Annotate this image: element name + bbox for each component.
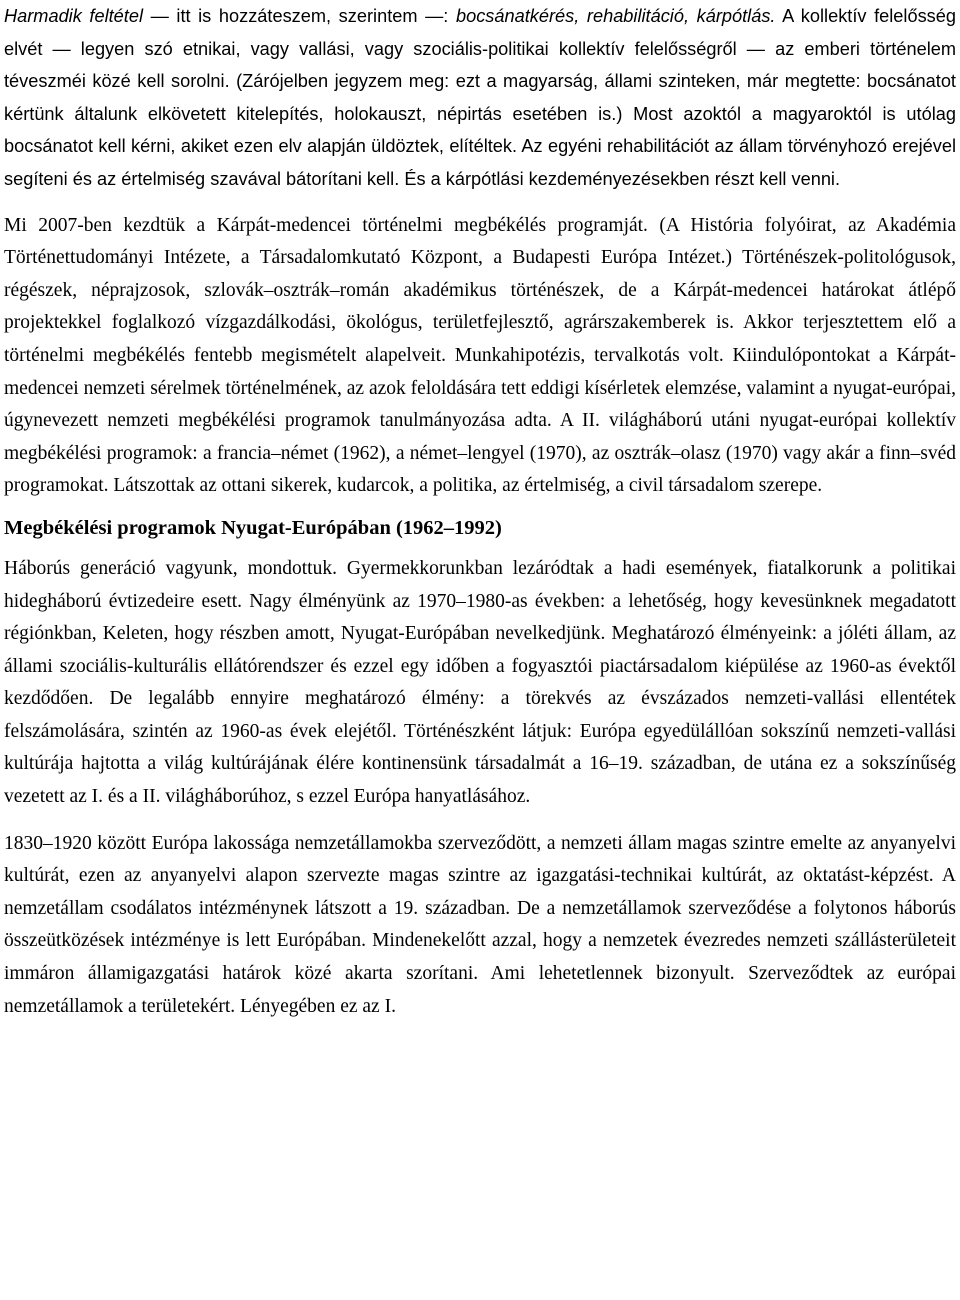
paragraph-third-condition <box>4 0 956 196</box>
section-heading-wrap <box>4 503 956 553</box>
paragraph-gap <box>4 196 956 210</box>
third-condition-body: A kollektív felelősség elvét — legyen szó etnikai, vagy vallási, vagy szociális-politikai kollektív felelősségről — az emberi történelem téveszméi közé kell sorolni. (Zárójelben jegyzem meg: ezt a magyarság, állami szinteken, már megtette: bocsánatot kértünk általunk elkövetett kitelepítés, holokauszt, népirtás esetében is.) Most azoktól a magyaroktól is utólag bocsánatot kell kérni, akiket ezen elv alapján üldöztek, elítéltek. Az egyéni rehabilitációt az állam törvényhozó erejével segíteni és az értelmiség szavával bátorítani kell. És a kárpótlási kezdeményezésekben részt kell venni. <box>4 6 956 189</box>
paragraph-war-generation: Háborús generáció vagyunk, mondottuk. Gyermekkorunkban lezáródtak a hadi események, fiatalkorunk a politikai hidegháború évtizedeire esett. Nagy élményünk az 1970–1980-as években: a lehetőség, hogy kevesünknek megadatott régiónkban, Keleten, hogy részben amott, Nyugat-Európában nevelkedjünk. Meghatározó élményeink: a jóléti állam, az állami szociális-kulturális ellátórendszer és ezzel egy időben a fogyasztói piactársadalom kiépülése az 1960-as évektől kezdődően. De legalább ennyire meghatározó élmény: a törekvés az évszázados nemzeti-vallási ellentétek felszámolására, szintén az 1960-as évek elejétől. Történészként látjuk: Európa egyedülállóan sokszínű nemzeti-vallási kultúrája hajtotta a világ kultúrájának élére kontinensünk társadalmát a 16–19. században, de utána ez a sokszínűség vezetett az I. és a II. világháborúhoz, s ezzel Európa hanyatlásához. <box>4 557 956 808</box>
third-condition-aside: — itt is hozzáteszem, szerintem —: <box>143 6 456 26</box>
document-page <box>4 0 956 1023</box>
paragraph-nation-states: 1830–1920 között Európa lakossága nemzetállamokba szerveződött, a nemzeti állam magas szintre emelte az anyanyelvi kultúrát, ezen az anyanyelvi alapon szervezte magas szintre az igazgatási-technikai kultúrát, az oktatást-képzést. A nemzetállam csodálatos intézménynek látszott a 19. században. De a nemzetállamok szerveződése a folytonos háborús összeütközések intézménye is lett Európában. Mindenekelőtt azzal, hogy a nemzetek évezredes nemzeti szállásterületeit immáron államigazgatási határok közé akarta szorítani. Ami lehetetlennek bizonyult. Szerveződtek az európai nemzetállamok a területekért. Lényegében ez az I. <box>4 832 956 1017</box>
section-heading: Megbékélési programok Nyugat-Európában (1962–1992) <box>4 516 502 539</box>
paragraph-gap <box>4 814 956 828</box>
third-condition-terms: bocsánatkérés, rehabilitáció, kárpótlás. <box>455 6 776 26</box>
third-condition-label: Harmadik feltétel <box>4 6 144 26</box>
paragraph-program-2007: Mi 2007-ben kezdtük a Kárpát-medencei történelmi megbékélés programját. (A História folyóirat, az Akadémia Történettudományi Intézete, a Társadalomkutató Központ, a Budapesti Európa Intézet.) Történészek-politológusok, régészek, néprajzosok, szlovák–osztrák–román akadémikus történészek, de a Kárpát-medencei határokat átlépő projektekkel foglalkozó vízgazdálkodási, ökológus, területfejlesztő, agrárszakemberek is. Akkor terjesztettem elő a történelmi megbékélés fentebb megismételt alapelveit. Munkahipotézis, tervalkotás volt. Kiindulópontokat a Kárpát-medencei nemzeti sérelmek történelmének, az azok feloldására tett eddigi kísérletek elemzése, valamint a nyugat-európai, úgynevezett nemzeti megbékélési programok tanulmányozása adta. A II. világháború utáni nyugat-európai kollektív megbékélési programok: a francia–német (1962), a német–lengyel (1970), az osztrák–olasz (1970) vagy akár a finn–svéd programokat. Látszottak az ottani sikerek, kudarcok, a politika, az értelmiség, a civil társadalom szerepe. <box>4 214 956 497</box>
